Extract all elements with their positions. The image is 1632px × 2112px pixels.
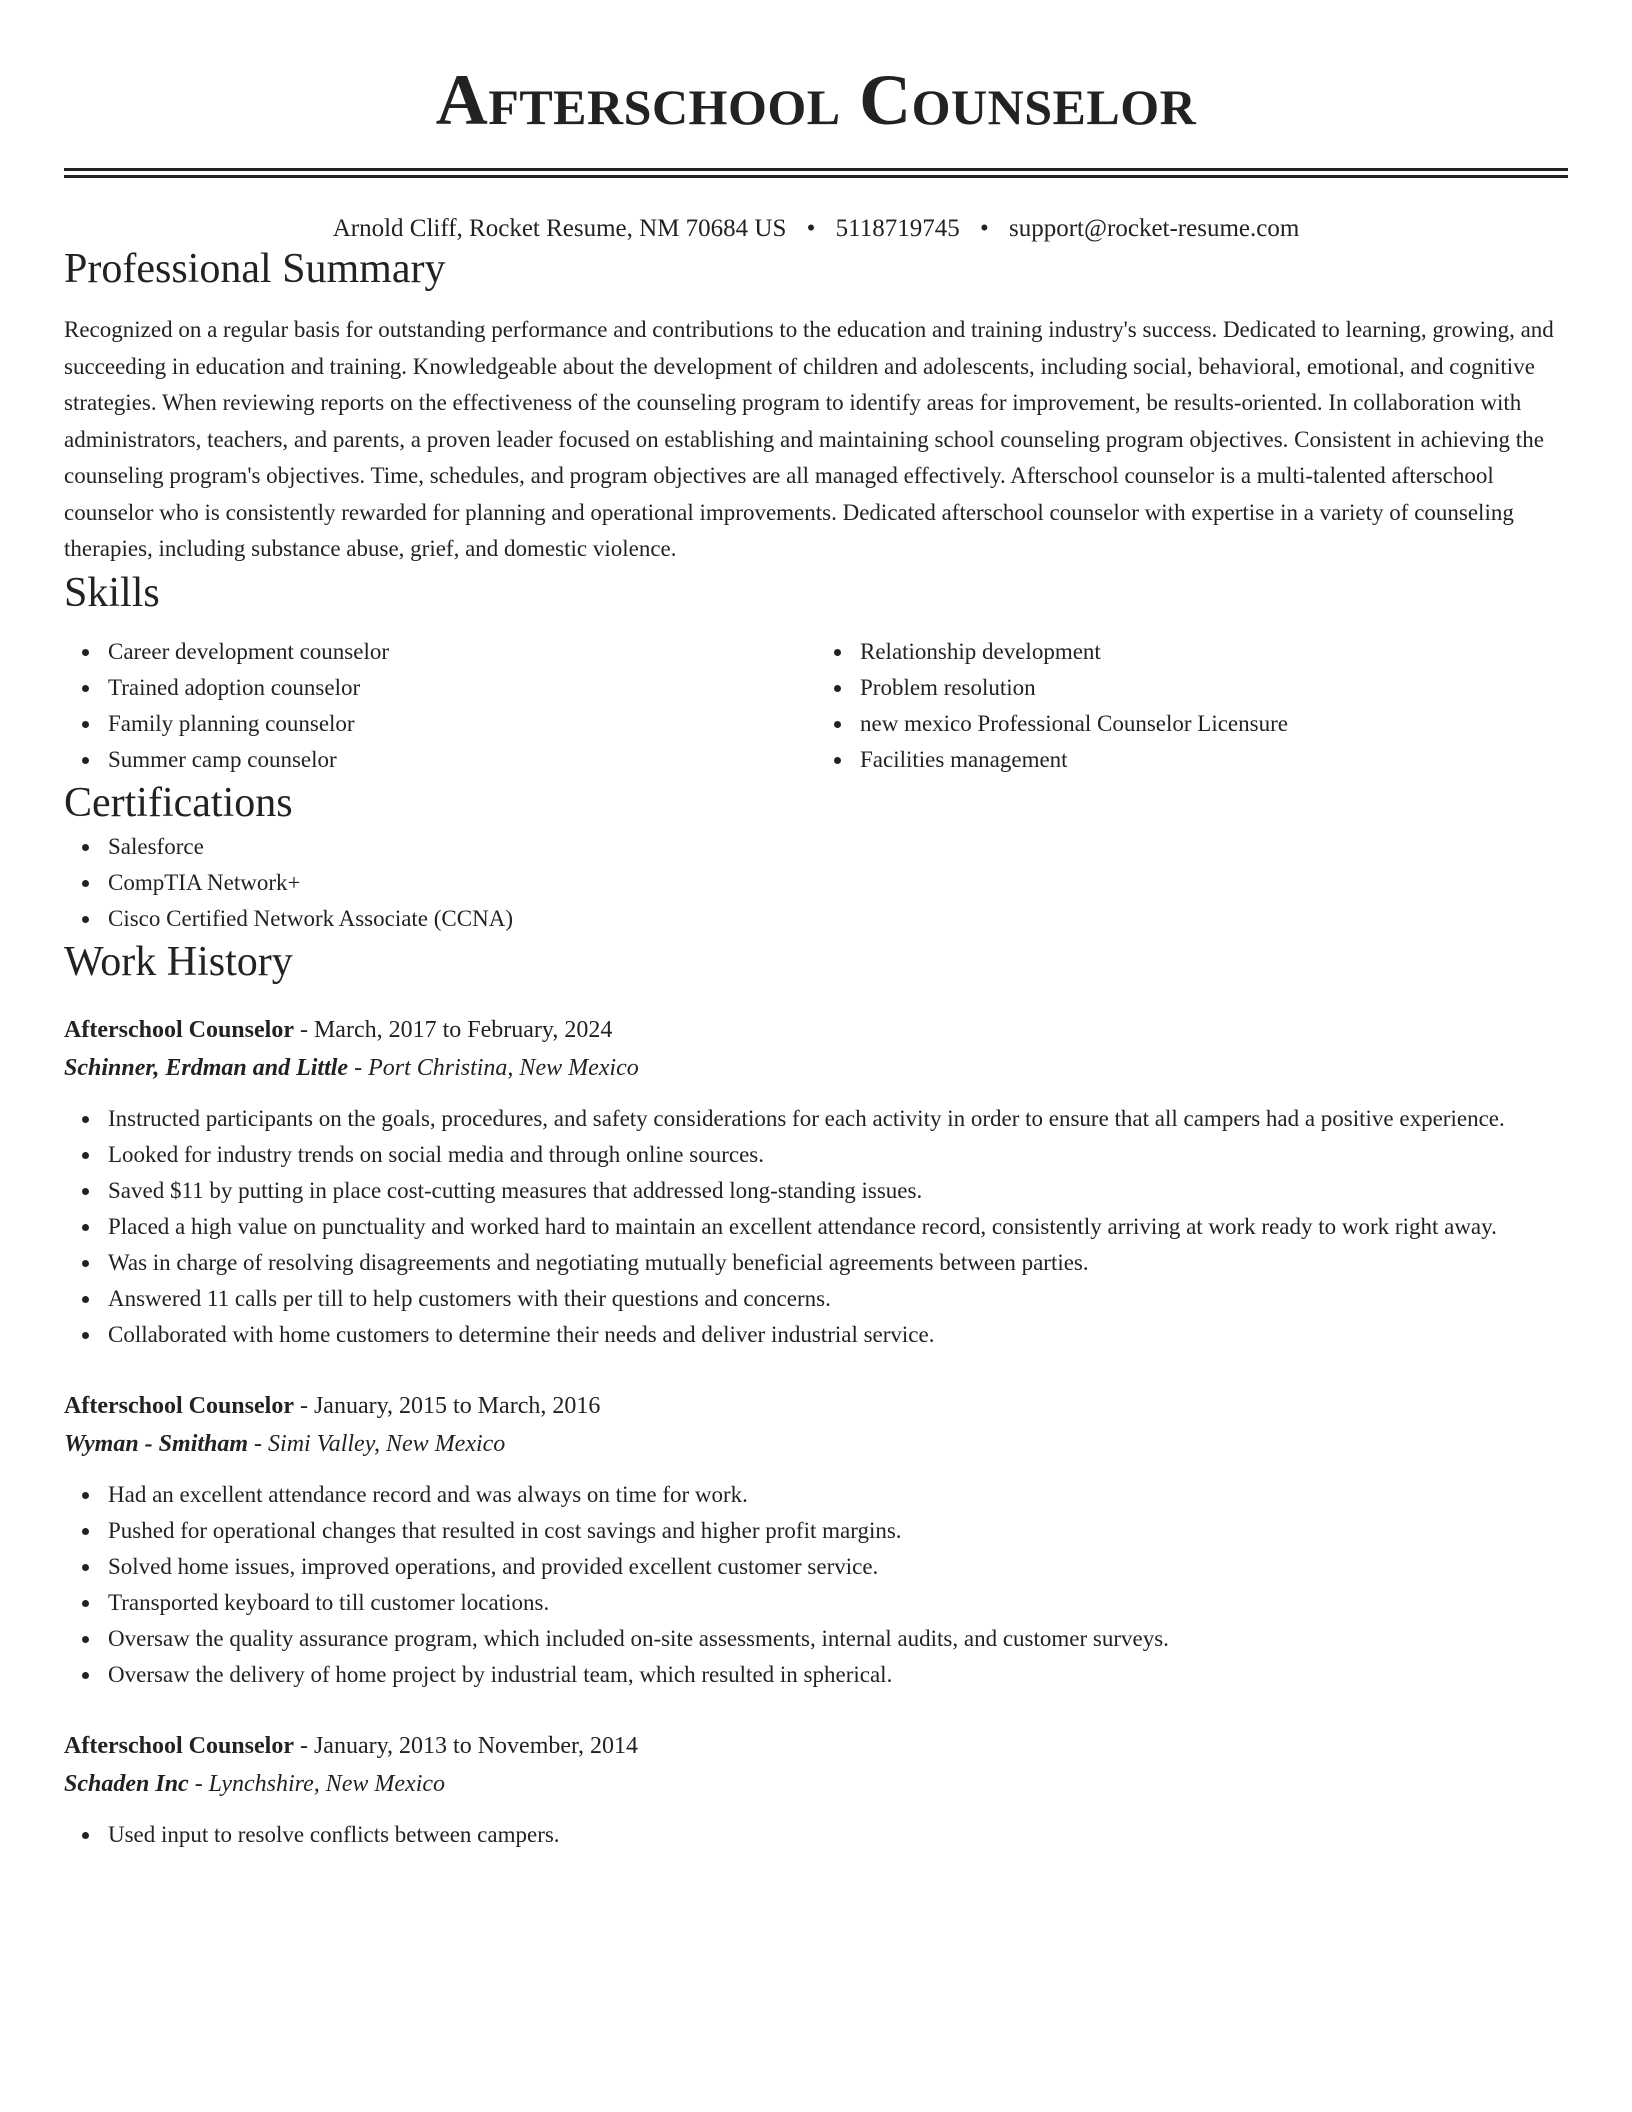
summary-heading: Professional Summary (64, 246, 446, 292)
job-location: - Simi Valley, New Mexico (248, 1431, 506, 1458)
contact-separator: • (806, 215, 816, 242)
contact-line (64, 214, 1568, 244)
job-dates: - January, 2013 to November, 2014 (293, 1733, 639, 1760)
skills-columns (64, 634, 1568, 778)
contact-address: Arnold Cliff, Rocket Resume, NM 70684 US (332, 215, 787, 242)
certifications-list (64, 829, 1568, 937)
job-duty-item: Oversaw the quality assurance program, which included on-site assessments, internal audits, and customer surveys. (108, 1621, 1568, 1657)
job-company-line (64, 1765, 1568, 1803)
skill-item: Relationship development (860, 634, 1568, 670)
job-duty-item: Collaborated with home customers to determine their needs and deliver industrial service. (108, 1317, 1568, 1353)
skill-item: Career development counselor (108, 634, 816, 670)
skill-item: Family planning counselor (108, 706, 816, 742)
job-dates: - January, 2015 to March, 2016 (293, 1393, 601, 1420)
skills-list-left (64, 634, 816, 778)
job-duty-item: Oversaw the delivery of home project by industrial team, which resulted in spherical. (108, 1657, 1568, 1693)
job-title-line (64, 1387, 1568, 1425)
job-duty-item: Solved home issues, improved operations, and provided excellent customer service. (108, 1549, 1568, 1585)
skill-item: Problem resolution (860, 670, 1568, 706)
job-title-line (64, 1727, 1568, 1765)
job-duty-item: Used input to resolve conflicts between campers. (108, 1817, 1568, 1853)
skill-item: Trained adoption counselor (108, 670, 816, 706)
skills-heading: Skills (64, 569, 160, 616)
job-duty-item: Pushed for operational changes that resulted in cost savings and higher profit margins. (108, 1513, 1568, 1549)
job-duty-item: Had an excellent attendance record and was always on time for work. (108, 1477, 1568, 1513)
contact-phone: 5118719745 (835, 215, 960, 242)
job-entry (64, 1387, 1568, 1693)
job-duty-item: Was in charge of resolving disagreements and negotiating mutually beneficial agreements between parties. (108, 1245, 1568, 1281)
job-company: Wyman - Smitham (64, 1431, 249, 1458)
job-duty-item: Transported keyboard to till customer locations. (108, 1585, 1568, 1621)
certification-item: Cisco Certified Network Associate (CCNA) (108, 901, 1568, 937)
job-duties-list (64, 1101, 1568, 1353)
job-duty-item: Instructed participants on the goals, procedures, and safety considerations for each activity in order to ensure that all campers had a positive experience. (108, 1101, 1568, 1137)
summary-text: Recognized on a regular basis for outstanding performance and contributions to the education and training industry's success. Dedicated to learning, growing, and succeeding in education and training. Knowledgeable about the development of children and adolescents, including social, behavioral, emotional, and cognitive strategies. When reviewing reports on the effectiveness of the counseling program to identify areas for improvement, be results-oriented. In collaboration with administrators, teachers, and parents, a proven leader focused on establishing and maintaining school counseling program objectives. Consistent in achieving the counseling program's objectives. Time, schedules, and program objectives are all managed effectively. Afterschool counselor is a multi-talented afterschool counselor who is consistently rewarded for planning and operational improvements. Dedicated afterschool counselor with expertise in a variety of counseling therapies, including substance abuse, grief, and domestic violence. (64, 317, 1554, 562)
job-duty-item: Saved $11 by putting in place cost-cutting measures that addressed long-standing issues. (108, 1173, 1568, 1209)
job-company-line (64, 1425, 1568, 1463)
skill-item: new mexico Professional Counselor Licensure (860, 706, 1568, 742)
certifications-heading: Certifications (64, 780, 293, 827)
job-title: Afterschool Counselor (64, 1733, 294, 1760)
job-company-line (64, 1049, 1568, 1087)
contact-separator: • (979, 215, 989, 242)
resume-page (64, 0, 1568, 1853)
header-double-rule (64, 168, 1568, 178)
job-duties-list (64, 1477, 1568, 1693)
skill-item: Facilities management (860, 742, 1568, 778)
job-location: - Lynchshire, New Mexico (188, 1771, 446, 1798)
job-title-line (64, 1011, 1568, 1049)
job-company: Schaden Inc (64, 1771, 189, 1798)
job-duty-item: Placed a high value on punctuality and worked hard to maintain an excellent attendance record, consistently arriving at work ready to work right away. (108, 1209, 1568, 1245)
job-duty-item: Looked for industry trends on social media and through online sources. (108, 1137, 1568, 1173)
job-location: - Port Christina, New Mexico (348, 1055, 639, 1082)
job-entry (64, 1011, 1568, 1353)
skills-list-right (816, 634, 1568, 778)
certification-item: CompTIA Network+ (108, 865, 1568, 901)
resume-name: Afterschool Counselor (435, 60, 1197, 140)
certification-item: Salesforce (108, 829, 1568, 865)
job-company: Schinner, Erdman and Little (64, 1055, 349, 1082)
contact-email: support@rocket-resume.com (1009, 215, 1300, 242)
job-title: Afterschool Counselor (64, 1393, 294, 1420)
job-entry (64, 1727, 1568, 1853)
job-dates: - March, 2017 to February, 2024 (293, 1017, 613, 1044)
job-duties-list (64, 1817, 1568, 1853)
skill-item: Summer camp counselor (108, 742, 816, 778)
job-duty-item: Answered 11 calls per till to help customers with their questions and concerns. (108, 1281, 1568, 1317)
work-history-heading: Work History (64, 938, 293, 985)
job-title: Afterschool Counselor (64, 1017, 294, 1044)
